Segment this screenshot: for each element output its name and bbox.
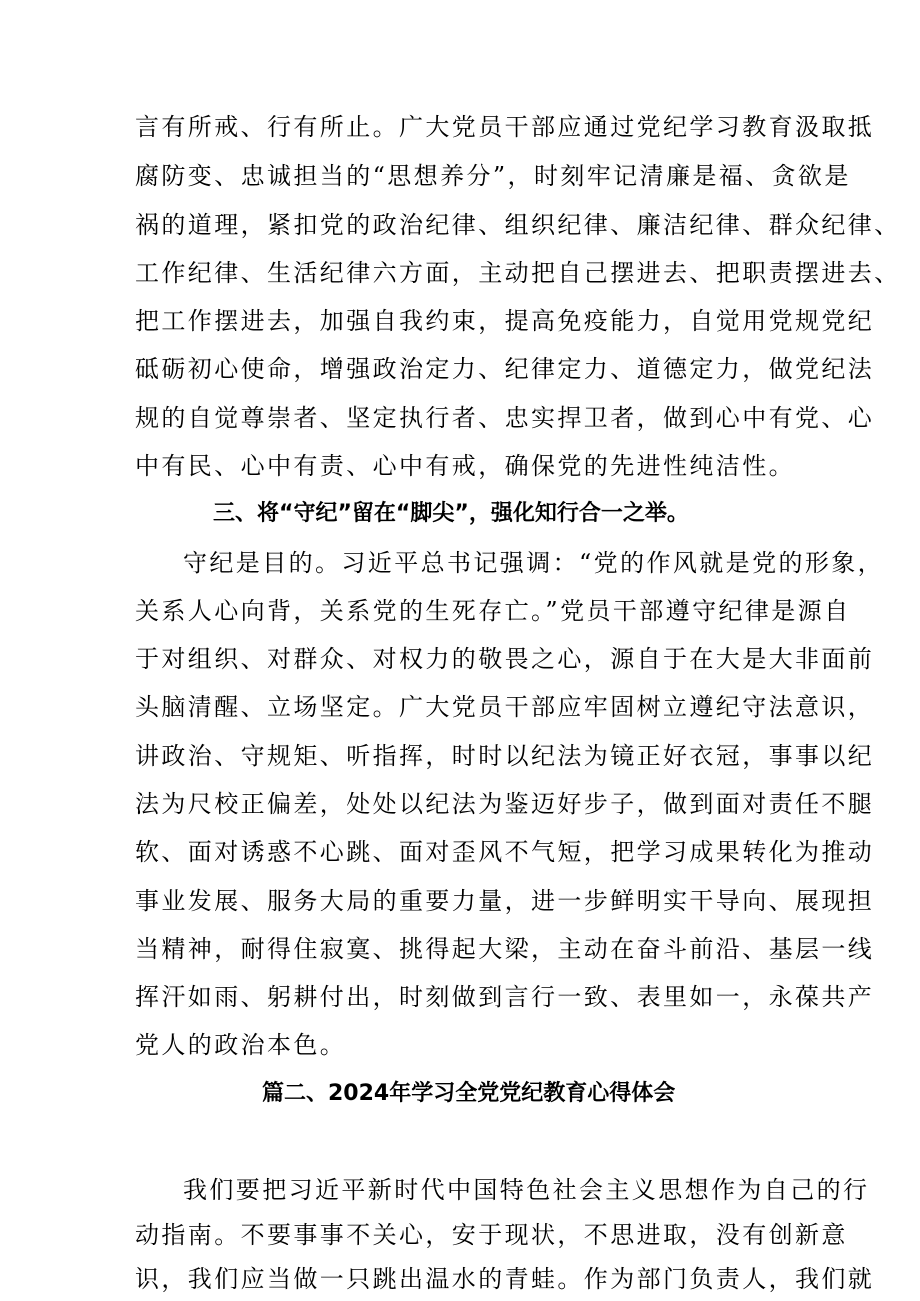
article-title: 篇二、2024年学习全党党纪教育心得体会 bbox=[262, 1081, 676, 1106]
paragraph-line: 规的自觉尊崇者、坚定执行者、忠实捍卫者，做到心中有党、心 bbox=[135, 404, 875, 432]
paragraph-line: 腐防变、忠诚担当的“思想养分”，时刻牢记清廉是福、贪欲是 bbox=[135, 162, 851, 190]
paragraph-line: 言有所戒、行有所止。广大党员干部应通过党纪学习教育汲取抵 bbox=[135, 113, 875, 141]
paragraph-line: 把工作摆进去，加强自我约束，提高免疫能力，自觉用党规党纪 bbox=[135, 307, 875, 335]
paragraph-line: 党人的政治本色。 bbox=[135, 1031, 347, 1059]
paragraph-line: 讲政治、守规矩、听指挥，时时以纪法为镜正好衣冠，事事以纪 bbox=[135, 742, 875, 770]
section-heading: 三、将“守纪”留在“脚尖”，强化知行合一之举。 bbox=[213, 501, 689, 526]
paragraph-line: 守纪是目的。习近平总书记强调：“党的作风就是党的形象， bbox=[183, 549, 885, 577]
paragraph-line: 软、面对诱惑不心跳、面对歪风不气短，把学习成果转化为推动 bbox=[135, 838, 875, 866]
paragraph-line: 事业发展、服务大局的重要力量，进一步鲜明实干导向、展现担 bbox=[135, 887, 875, 915]
paragraph-line: 祸的道理，紧扣党的政治纪律、组织纪律、廉洁纪律、群众纪律、 bbox=[135, 211, 901, 239]
paragraph-line: 动指南。不要事事不关心，安于现状，不思进取，没有创新意 bbox=[135, 1221, 848, 1249]
paragraph-line: 于对组织、对群众、对权力的敬畏之心，源自于在大是大非面前 bbox=[135, 645, 875, 673]
paragraph-line: 我们要把习近平新时代中国特色社会主义思想作为自己的行 bbox=[183, 1176, 870, 1204]
paragraph-line: 中有民、心中有责、心中有戒，确保党的先进性纯洁性。 bbox=[135, 452, 795, 480]
paragraph-line: 当精神，耐得住寂寞、挑得起大梁，主动在奋斗前沿、基层一线 bbox=[135, 935, 875, 963]
paragraph-line: 砥砺初心使命，增强政治定力、纪律定力、道德定力，做党纪法 bbox=[135, 355, 875, 383]
paragraph-line: 头脑清醒、立场坚定。广大党员干部应牢固树立遵纪守法意识， bbox=[135, 693, 875, 721]
paragraph-line: 工作纪律、生活纪律六方面，主动把自己摆进去、把职责摆进去、 bbox=[135, 259, 901, 287]
paragraph-line: 识，我们应当做一只跳出温水的青蛙。作为部门负责人，我们就 bbox=[135, 1265, 875, 1293]
paragraph-line: 法为尺校正偏差，处处以纪法为鉴迈好步子，做到面对责任不腿 bbox=[135, 790, 875, 818]
paragraph-line: 挥汗如雨、躬耕付出，时刻做到言行一致、表里如一，永葆共产 bbox=[135, 983, 875, 1011]
paragraph-line: 关系人心向背，关系党的生死存亡。”党员干部遵守纪律是源自 bbox=[135, 597, 851, 625]
